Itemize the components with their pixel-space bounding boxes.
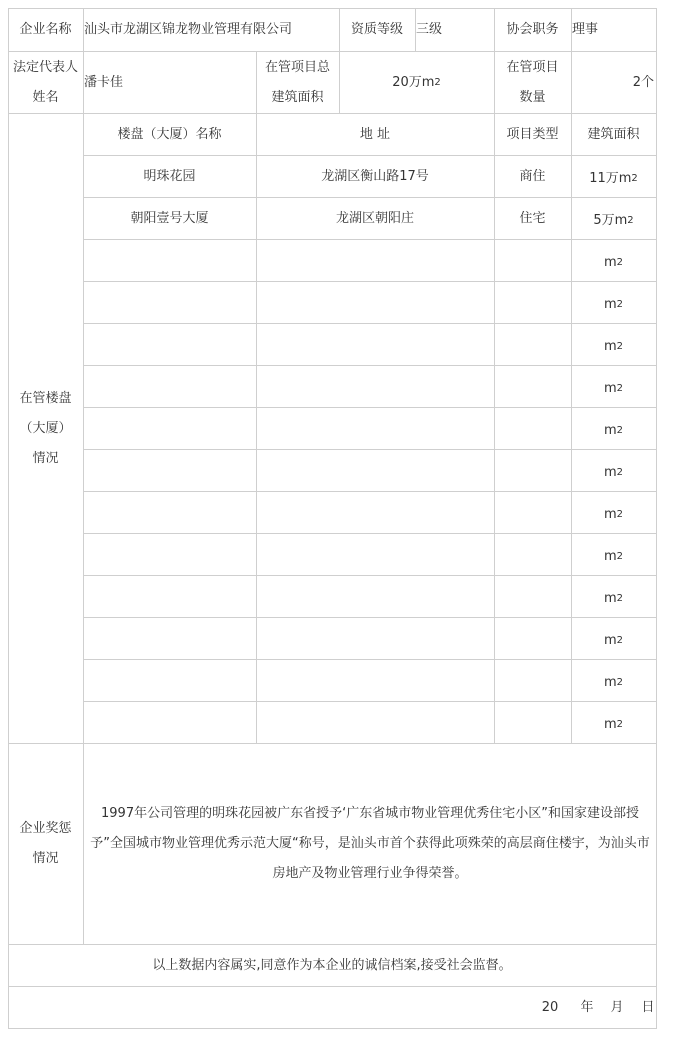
property-address-cell <box>256 366 494 407</box>
property-name-cell <box>83 576 256 617</box>
property-address-cell <box>256 240 494 281</box>
property-area-cell: 11万 m 2 <box>571 158 656 199</box>
property-name-cell <box>83 282 256 323</box>
qualification-level-value: 三级 <box>416 22 443 37</box>
property-address-cell: 龙湖区朝阳庄 <box>335 210 414 226</box>
property-name-cell: 明珠花园 <box>143 168 196 184</box>
property-name-cell <box>83 366 256 407</box>
area-unit: m <box>603 380 617 396</box>
area-unit: m <box>603 716 617 732</box>
property-area-cell: m 2 <box>571 368 656 409</box>
legal-rep-value: 潘卡佳 <box>84 74 124 90</box>
property-type-cell <box>494 492 571 533</box>
property-name-header: 楼盘（大厦）名称 <box>117 126 222 142</box>
property-address-cell <box>256 282 494 323</box>
declaration-text: 以上数据内容属实,同意作为本企业的诚信档案,接受社会监督。 <box>152 957 512 973</box>
property-type-cell <box>494 408 571 449</box>
association-role-label: 协会职务 <box>506 22 559 37</box>
area-unit: m <box>603 548 617 564</box>
property-type-cell <box>494 324 571 365</box>
property-type-cell <box>494 576 571 617</box>
association-role-value: 理事 <box>572 22 599 37</box>
property-area-number: 5万 <box>593 212 615 228</box>
property-type-cell <box>494 534 571 575</box>
company-name-value: 汕头市龙湖区锦龙物业管理有限公司 <box>84 22 293 37</box>
property-area-cell: m 2 <box>571 662 656 703</box>
property-area-cell: m 2 <box>571 410 656 451</box>
area-unit: m <box>603 464 617 480</box>
property-type-cell: 商住 <box>519 168 546 184</box>
total-area-label: 在管项目总建筑面积 <box>264 59 330 105</box>
awards-section-label: 企业奖惩情况 <box>19 821 72 866</box>
property-type-cell <box>494 660 571 701</box>
table-border-right <box>656 8 657 1029</box>
project-count-value: 2个 <box>632 74 654 90</box>
property-name-cell <box>83 702 256 743</box>
area-unit: m <box>603 338 617 354</box>
area-unit: m <box>603 254 617 270</box>
row-divider <box>8 743 656 744</box>
date-month-label: 月 <box>610 999 624 1015</box>
property-area-cell: m 2 <box>571 284 656 325</box>
property-name-cell <box>83 534 256 575</box>
property-area-cell: m 2 <box>571 536 656 577</box>
property-type-cell <box>494 282 571 323</box>
property-area-cell: m 2 <box>571 452 656 493</box>
properties-section-label: 在管楼盘（大厦）情况 <box>19 390 72 466</box>
property-type-cell <box>494 618 571 659</box>
property-address-cell <box>256 702 494 743</box>
property-area-cell: m 2 <box>571 704 656 745</box>
area-unit: m <box>614 212 628 228</box>
property-type-header: 项目类型 <box>506 126 559 142</box>
property-type-cell <box>494 240 571 281</box>
property-address-cell <box>256 576 494 617</box>
property-area-cell: m 2 <box>571 326 656 367</box>
area-unit: m <box>603 422 617 438</box>
date-year-label: 年 <box>580 999 594 1015</box>
awards-text: 1997年公司管理的明珠花园被广东省授予‘广东省城市物业管理优秀住宅小区”和国家建设部授予”全国城市物业管理优秀示范大厦“称号，是汕头市首个获得此项殊荣的高层商住楼宇，为汕头市房地产及物业管理行业争得荣誉。 <box>90 806 650 881</box>
property-name-cell <box>83 618 256 659</box>
property-address-cell <box>256 618 494 659</box>
property-area-cell: 5万 m 2 <box>571 200 656 241</box>
property-address-cell <box>256 324 494 365</box>
area-unit: m <box>603 506 617 522</box>
property-address-cell <box>256 408 494 449</box>
property-name-cell <box>83 660 256 701</box>
property-area-cell: m 2 <box>571 494 656 535</box>
project-count-label: 在管项目数量 <box>506 59 559 105</box>
property-address-header: 地 址 <box>359 126 391 142</box>
qualification-level-label: 资质等级 <box>350 22 403 37</box>
area-unit: m <box>603 296 617 312</box>
property-name-cell <box>83 450 256 491</box>
property-area-number: 11万 <box>589 170 619 186</box>
total-area-value: 20万 m 2 <box>339 52 494 113</box>
property-area-header: 建筑面积 <box>587 126 640 142</box>
company-name-label: 企业名称 <box>19 22 72 37</box>
total-area-number: 20万 <box>392 74 422 90</box>
property-name-cell <box>83 240 256 281</box>
area-unit: m <box>603 632 617 648</box>
area-unit: m <box>603 590 617 606</box>
property-type-cell <box>494 450 571 491</box>
area-unit: m <box>603 674 617 690</box>
date-year-prefix: 20 <box>541 999 559 1015</box>
property-area-cell: m 2 <box>571 578 656 619</box>
property-address-cell <box>256 492 494 533</box>
property-area-cell: m 2 <box>571 242 656 283</box>
property-name-cell <box>83 324 256 365</box>
date-day-label: 日 <box>641 999 655 1015</box>
table-border-bottom <box>8 1028 656 1029</box>
property-type-cell <box>494 702 571 743</box>
area-unit: m <box>421 74 435 90</box>
property-address-cell: 龙湖区衡山路17号 <box>321 168 429 184</box>
area-unit: m <box>618 170 632 186</box>
property-area-cell: m 2 <box>571 620 656 661</box>
property-address-cell <box>256 660 494 701</box>
property-address-cell <box>256 450 494 491</box>
property-name-cell: 朝阳壹号大厦 <box>130 210 209 226</box>
property-address-cell <box>256 534 494 575</box>
property-type-cell: 住宅 <box>519 210 546 226</box>
legal-rep-label: 法定代表人姓名 <box>12 59 78 105</box>
property-name-cell <box>83 408 256 449</box>
property-name-cell <box>83 492 256 533</box>
property-type-cell <box>494 366 571 407</box>
